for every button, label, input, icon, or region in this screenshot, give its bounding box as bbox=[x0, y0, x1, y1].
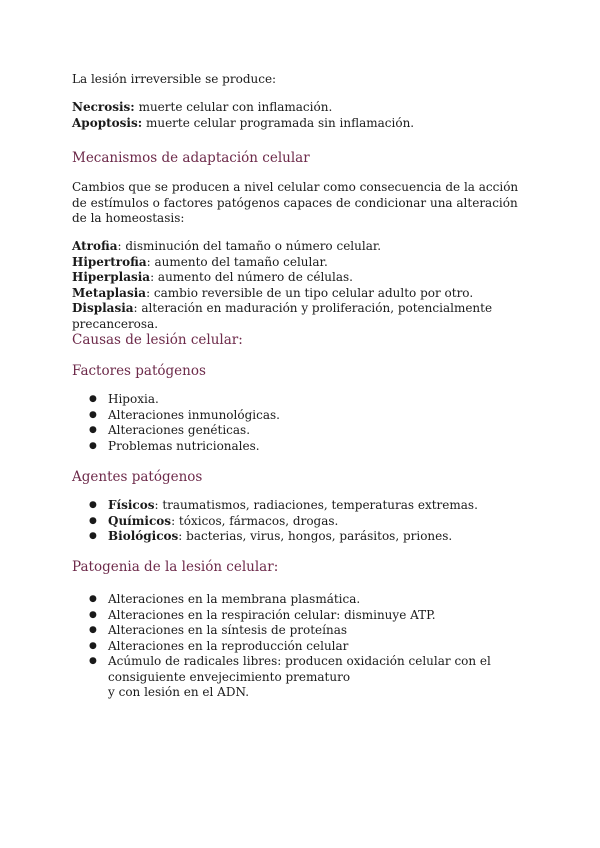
term-label: Hipertrofia bbox=[72, 254, 147, 269]
list-item bbox=[72, 529, 528, 545]
list-item-continuation: y con lesión en el ADN. bbox=[108, 685, 250, 699]
heading-factors: Factores patógenos bbox=[72, 363, 206, 379]
list-item: ● Problemas nutricionales. bbox=[72, 439, 528, 455]
term-label: Necrosis: bbox=[72, 100, 135, 114]
term-description: muerte celular con inflamación. bbox=[134, 100, 333, 114]
definition-atrofia bbox=[72, 239, 528, 255]
term-label: Hiperplasia bbox=[72, 270, 151, 284]
heading-pathogenesis: Patogenia de la lesión celular: bbox=[72, 559, 279, 575]
term-label: Biológicos bbox=[108, 529, 179, 543]
list-item: ● Alteraciones en la reproducción celular bbox=[72, 639, 528, 655]
list-item bbox=[72, 654, 528, 701]
heading-adaptation: Mecanismos de adaptación celular bbox=[72, 150, 310, 166]
term-description: : tóxicos, fármacos, drogas. bbox=[171, 513, 339, 528]
pathogenesis-list bbox=[72, 592, 528, 701]
list-item bbox=[72, 514, 528, 530]
term-description: : traumatismos, radiaciones, temperaturas extremas. bbox=[154, 498, 478, 512]
list-item bbox=[72, 498, 528, 514]
factors-list bbox=[72, 392, 528, 454]
term-label: Atrofia bbox=[72, 239, 118, 253]
term-label: Displasia bbox=[72, 301, 134, 315]
definition-metaplasia bbox=[72, 286, 528, 302]
term-description: : bacterias, virus, hongos, parásitos, priones. bbox=[178, 529, 453, 543]
lesion-types bbox=[72, 100, 528, 131]
term-label: Apoptosis: bbox=[72, 115, 143, 130]
term-description: muerte celular programada sin inflamación. bbox=[142, 115, 415, 130]
term-label: Metaplasia bbox=[72, 285, 147, 300]
definition-necrosis bbox=[72, 100, 528, 116]
term-description: : disminución del tamaño o número celular. bbox=[117, 239, 382, 253]
term-description: : cambio reversible de un tipo celular adulto por otro. bbox=[146, 285, 474, 300]
term-description: : aumento del tamaño celular. bbox=[146, 254, 328, 269]
term-label: Físicos bbox=[108, 498, 155, 512]
definition-displasia bbox=[72, 301, 528, 332]
list-item: ● Alteraciones en la síntesis de proteínas bbox=[72, 623, 528, 639]
list-item: ● Alteraciones en la respiración celular: disminuye ATP. bbox=[72, 608, 528, 624]
term-description: : aumento del número de células. bbox=[150, 270, 353, 284]
definition-hiperplasia bbox=[72, 270, 528, 286]
list-item: ● Alteraciones inmunológicas. bbox=[72, 408, 528, 424]
heading-causes: Causas de lesión celular: bbox=[72, 332, 243, 348]
adaptation-list bbox=[72, 239, 528, 332]
adaptation-paragraph: Cambios que se producen a nivel celular como consecuencia de la acción de estímulos o factores patógenos capaces de condicionar una alteración de la homeostasis: bbox=[72, 180, 519, 225]
definition-apoptosis bbox=[72, 116, 528, 132]
intro-text: La lesión irreversible se produce: bbox=[72, 72, 277, 86]
heading-agents: Agentes patógenos bbox=[72, 469, 203, 485]
list-item: ● Alteraciones genéticas. bbox=[72, 423, 528, 439]
term-label: Químicos bbox=[108, 513, 172, 528]
agents-list bbox=[72, 498, 528, 545]
list-item: ● Hipoxia. bbox=[72, 392, 528, 408]
definition-hipertrofia bbox=[72, 255, 528, 271]
list-item: ● Alteraciones en la membrana plasmática. bbox=[72, 592, 528, 608]
list-item-text: Acúmulo de radicales libres: producen oxidación celular con el consiguiente envejecimiento prematuro bbox=[108, 654, 491, 684]
term-description: : alteración en maduración y proliferación, potencialmente precancerosa. bbox=[72, 301, 493, 331]
